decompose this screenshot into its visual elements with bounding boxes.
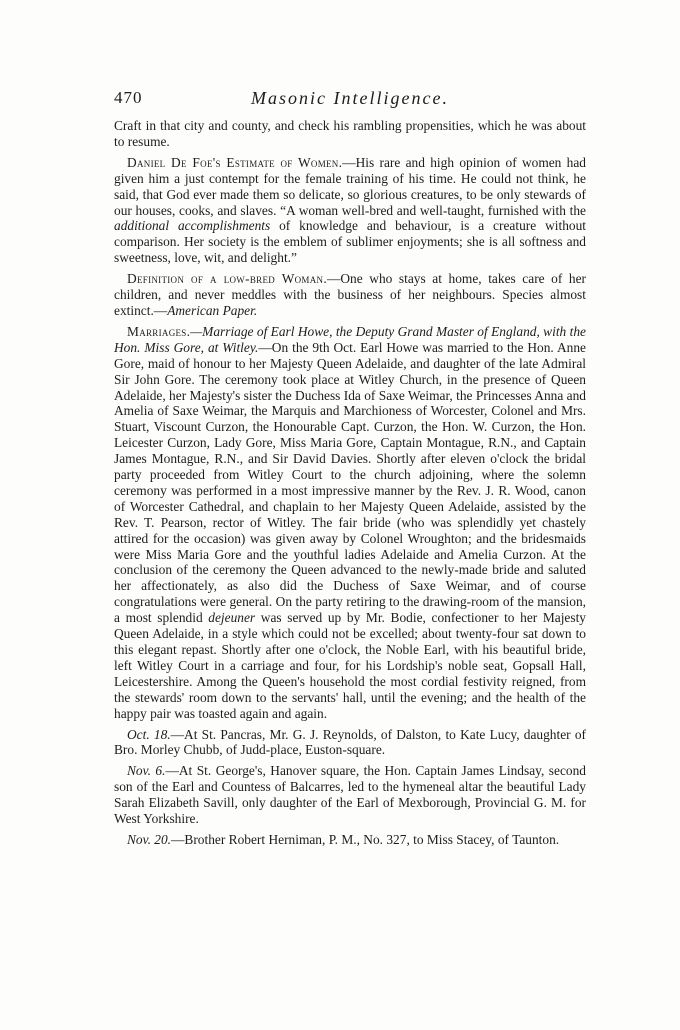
paragraph-marriage-nov-20 [114, 832, 586, 848]
paragraph-text: —At St. Pancras, Mr. G. J. Reynolds, of Dalston, to Kate Lucy, daughter of Bro. Morley Chubb, of Judd-place, Euston-square. [114, 726, 586, 758]
section-heading: Marriages. [127, 323, 191, 339]
paragraph-text: —One who stays at home, takes care of her children, and never meddles with the business of her neighbours. Species almost extinct.— [114, 271, 587, 318]
paragraph-text: —His rare and high opinion of women had given him a just contempt for the female training of his time. He could not think, he said, that God ever made them so delicate, so glorious creatures, to be only stewards of our houses, cooks, and slaves. “A woman well-bred and well-taught, furnished with the [114, 154, 587, 218]
paragraph-text: —Brother Robert Herniman, P. M., No. 327, to Miss Stacey, of Taunton. [171, 831, 560, 847]
paragraph-continuation [114, 118, 586, 150]
paragraph-text: was served up by Mr. Bodie, confectioner to her Majesty Queen Adelaide, in a style which could not be excelled; about twenty-four sat down to this elegant repast. Shortly after one o'clock, the Noble Earl, with his beautiful bride, left Witley Court in a carriage and four, for his Lordship's noble seat, Gopsall Hall, Leicestershire. Among the Queen's household the most cordial festivity reigned, from the stewards' room down to the servants' hall, until the evening; and the health of the happy pair was toasted again and again. [114, 610, 587, 721]
paragraph-defoe-estimate [114, 155, 586, 266]
entry-date: Nov. 20. [127, 831, 172, 847]
italic-title: —Marriage of Earl Howe, the Deputy Grand Master of England, with the Hon. Miss Gore, at Witley. [114, 323, 586, 355]
paragraph-marriage-oct-18 [114, 727, 586, 759]
paragraph-marriages [114, 324, 586, 722]
italic-phrase: additional accomplishments [114, 218, 271, 234]
paragraph-text: —At St. George's, Hanover square, the Hon. Captain James Lindsay, second son of the Earl and Countess of Balcarres, led to the hymeneal altar the beautiful Lady Sarah Elizabeth Savill, only daughter of the Earl of Mexborough, Provincial G. M. for West Yorkshire. [114, 763, 586, 827]
paragraph-text: of knowledge and behaviour, is a creature without comparison. Her society is the emblem of sublimer enjoyments; she is all softness and sweetness, love, wit, and delight.” [114, 218, 586, 266]
section-heading: Definition of a low-bred Woman. [127, 271, 327, 287]
paragraph-text: —On the 9th Oct. Earl Howe was married to the Hon. Anne Gore, maid of honour to her Majesty Queen Adelaide, and daughter of the late Admiral Sir John Gore. The ceremony took place at Witley Church, in the presence of Queen Adelaide, her Majesty's sister the Duchess Ida of Saxe Weimar, the Princesses Anna and Amelia of Saxe Weimar, the Marquis and Marchioness of Worcester, Colonel and Mrs. Stuart, Viscount Curzon, the Honourable Capt. Curzon, the Hon. W. Curzon, the Hon. Leicester Curzon, Lady Gore, Miss Maria Gore, Captain Montague, R.N., and Captain James Montague, R.N., and Sir David Davies. Shortly after eleven o'clock the bridal party proceeded from Witley Court to the church adjoining, where the solemn ceremony was performed in a most impressive manner by the Rev. J. R. Wood, canon of Worcester Cathedral, and chaplain to her Majesty Queen Adelaide, assisted by the Rev. T. Pearson, rector of Witley. The fair bride (who was splendidly yet chastely attired for the occasion) was given away by Colonel Wroughton; and the bridesmaids were Miss Maria Gore and the youthful ladies Adelaide and Amelia Curzon. At the conclusion of the ceremony the Queen advanced to the newly-made bride and saluted her affectionately, as also did the Duchess of Saxe Weimar, and of course congratulations were general. On the party retiring to the drawing-room of the mansion, a most splendid [114, 339, 586, 626]
section-heading: Daniel De Foe's Estimate of Women. [127, 154, 343, 170]
running-head [114, 88, 586, 112]
entry-date: Nov. 6. [127, 763, 166, 779]
article-text [114, 118, 586, 853]
source-citation: American Paper. [167, 302, 258, 318]
entry-date: Oct. 18. [127, 726, 171, 742]
paragraph-text: Craft in that city and county, and check his rambling propensities, which he was about to resume. [114, 118, 586, 149]
paragraph-low-bred-woman [114, 271, 586, 319]
italic-word: dejeuner [208, 610, 256, 626]
page-number: 470 [114, 88, 143, 107]
running-title: Masonic Intelligence. [251, 88, 449, 108]
paragraph-marriage-nov-6 [114, 763, 586, 827]
